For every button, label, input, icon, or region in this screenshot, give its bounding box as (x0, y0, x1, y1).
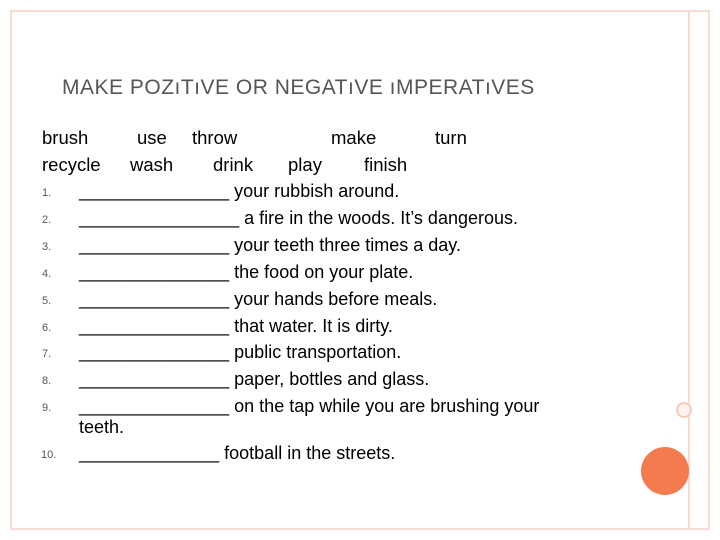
item-text: _______________ your hands before meals. (79, 289, 438, 309)
item-text: _______________ public transportation. (79, 342, 402, 362)
item-number: 6. (42, 322, 52, 334)
word-bank-item: turn (435, 127, 467, 148)
item-text: _______________ your rubbish around. (79, 181, 400, 201)
decorative-small-circle (676, 402, 692, 418)
word-bank-item: play (288, 154, 322, 175)
item-number: 1. (42, 187, 52, 199)
item-number: 7. (42, 348, 52, 360)
word-bank-item: make (331, 127, 377, 148)
item-number: 8. (42, 375, 52, 387)
item-text: _______________ that water. It is dirty. (79, 316, 393, 336)
decorative-orange-circle (641, 447, 689, 495)
item-number: 2. (42, 214, 52, 226)
word-bank-item: use (137, 127, 167, 148)
decorative-vertical-line (688, 12, 690, 528)
item-number: 5. (42, 295, 52, 307)
word-bank-item: brush (42, 127, 89, 148)
word-bank-item: finish (364, 154, 408, 175)
word-bank-item: throw (192, 127, 238, 148)
word-bank-item: recycle (42, 154, 101, 175)
item-number: 3. (42, 241, 52, 253)
item-text-continuation: teeth. (79, 417, 125, 437)
item-number: 9. (42, 402, 52, 414)
item-number: 4. (42, 268, 52, 280)
item-text: _______________ paper, bottles and glass. (79, 369, 430, 389)
item-number: 10. (41, 449, 57, 461)
item-text: _______________ the food on your plate. (79, 262, 414, 282)
item-text: ______________ football in the streets. (79, 443, 396, 463)
page-title: MAKE POZıTıVE OR NEGATıVE ıMPERATıVES (62, 76, 535, 99)
word-bank-item: drink (213, 154, 254, 175)
item-text: _______________ your teeth three times a day. (79, 235, 461, 255)
item-text: ________________ a fire in the woods. It’s dangerous. (79, 208, 519, 228)
item-text: _______________ on the tap while you are brushing your (79, 396, 540, 416)
word-bank-item: wash (130, 154, 174, 175)
